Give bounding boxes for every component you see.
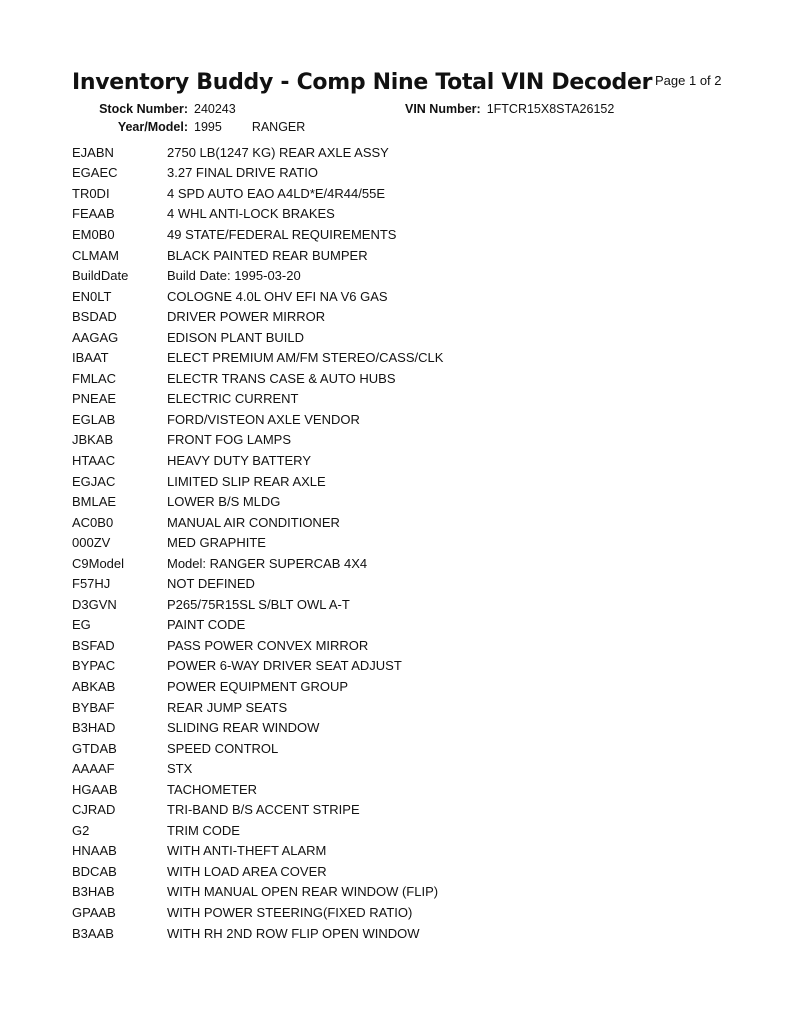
option-code: AC0B0 [72, 514, 114, 530]
option-code: HNAAB [72, 843, 117, 859]
option-description: FRONT FOG LAMPS [167, 432, 291, 448]
option-description: WITH LOAD AREA COVER [167, 863, 327, 879]
option-code: PNEAE [72, 391, 117, 407]
option-description: TACHOMETER [167, 781, 258, 797]
option-row [72, 286, 752, 307]
option-row [72, 142, 752, 163]
option-description: HEAVY DUTY BATTERY [167, 452, 312, 468]
option-description: ELECT PREMIUM AM/FM STEREO/CASS/CLK [167, 350, 444, 366]
option-code: EG [72, 617, 91, 633]
option-code: IBAAT [72, 350, 109, 366]
option-description: NOT DEFINED [167, 576, 255, 592]
option-code: B3HAB [72, 884, 115, 900]
option-description: BLACK PAINTED REAR BUMPER [167, 247, 368, 263]
option-row [72, 717, 752, 738]
option-row [72, 347, 752, 368]
option-description: SLIDING REAR WINDOW [167, 720, 320, 736]
option-row [72, 204, 752, 225]
option-code: C9Model [72, 555, 125, 571]
option-code: BYPAC [72, 658, 116, 674]
option-description: POWER EQUIPMENT GROUP [167, 678, 349, 694]
option-description: 3.27 FINAL DRIVE RATIO [167, 165, 318, 181]
option-description: MANUAL AIR CONDITIONER [167, 514, 340, 530]
option-code: GTDAB [72, 740, 117, 756]
option-code: EGLAB [72, 411, 116, 427]
option-row [72, 265, 752, 286]
model-value: RANGER [251, 120, 306, 134]
option-code: D3GVN [72, 596, 117, 612]
option-row [72, 409, 752, 430]
option-description: PAINT CODE [167, 617, 246, 633]
option-description: STX [167, 761, 193, 777]
option-row [72, 471, 752, 492]
option-code: EM0B0 [72, 226, 115, 242]
report-title: Inventory Buddy - Comp Nine Total VIN Decoder [72, 70, 653, 95]
option-description: Model: RANGER SUPERCAB 4X4 [167, 555, 368, 571]
year-model-field [72, 120, 305, 134]
option-row [72, 532, 752, 553]
option-description: 4 WHL ANTI-LOCK BRAKES [167, 206, 335, 222]
option-code: BuildDate [72, 268, 129, 284]
option-row [72, 245, 752, 266]
vin-number-value: 1FTCR15X8STA26152 [486, 102, 615, 116]
option-row [72, 800, 752, 821]
option-code-list [72, 142, 752, 943]
option-code: FMLAC [72, 370, 117, 386]
option-description: PASS POWER CONVEX MIRROR [167, 637, 369, 653]
option-description: EDISON PLANT BUILD [167, 329, 305, 345]
option-row [72, 923, 752, 944]
option-row [72, 512, 752, 533]
option-row [72, 861, 752, 882]
option-code: EGAEC [72, 165, 118, 181]
option-code: FEAAB [72, 206, 115, 222]
option-row [72, 758, 752, 779]
option-row [72, 553, 752, 574]
option-description: WITH RH 2ND ROW FLIP OPEN WINDOW [167, 925, 420, 941]
stock-number-field [72, 102, 236, 116]
option-code: TR0DI [72, 185, 110, 201]
option-row [72, 306, 752, 327]
option-code: HGAAB [72, 781, 118, 797]
option-description: DRIVER POWER MIRROR [167, 309, 326, 325]
option-row [72, 163, 752, 184]
vin-number-label: VIN Number: [405, 102, 481, 116]
option-row [72, 697, 752, 718]
option-row [72, 882, 752, 903]
option-description: WITH ANTI-THEFT ALARM [167, 843, 327, 859]
page-indicator: Page 1 of 2 [655, 73, 722, 88]
option-code: 000ZV [72, 535, 111, 551]
option-code: BDCAB [72, 863, 117, 879]
option-code: BMLAE [72, 494, 117, 510]
option-code: CJRAD [72, 802, 116, 818]
option-description: 2750 LB(1247 KG) REAR AXLE ASSY [167, 144, 389, 160]
option-row [72, 820, 752, 841]
stock-number-label: Stock Number: [99, 102, 188, 116]
option-code: JBKAB [72, 432, 114, 448]
option-description: COLOGNE 4.0L OHV EFI NA V6 GAS [167, 288, 388, 304]
option-description: SPEED CONTROL [167, 740, 279, 756]
option-row [72, 615, 752, 636]
option-row [72, 594, 752, 615]
option-row [72, 389, 752, 410]
option-description: ELECTRIC CURRENT [167, 391, 299, 407]
option-code: AAAAF [72, 761, 115, 777]
option-description: REAR JUMP SEATS [167, 699, 288, 715]
option-row [72, 656, 752, 677]
option-description: TRIM CODE [167, 822, 240, 838]
option-description: P265/75R15SL S/BLT OWL A-T [167, 596, 350, 612]
option-row [72, 573, 752, 594]
option-code: BYBAF [72, 699, 115, 715]
option-description: MED GRAPHITE [167, 535, 266, 551]
option-row [72, 183, 752, 204]
option-row [72, 224, 752, 245]
option-code: BSFAD [72, 637, 115, 653]
option-code: GPAAB [72, 905, 116, 920]
option-description: LIMITED SLIP REAR AXLE [167, 473, 326, 489]
option-row [72, 676, 752, 697]
option-code: F57HJ [72, 576, 111, 592]
option-description: WITH POWER STEERING(FIXED RATIO) [167, 905, 413, 920]
option-row [72, 368, 752, 389]
stock-number-value: 240243 [194, 102, 236, 116]
option-row [72, 841, 752, 862]
option-code: EN0LT [72, 288, 112, 304]
option-code: ABKAB [72, 678, 116, 694]
option-description: POWER 6-WAY DRIVER SEAT ADJUST [167, 658, 402, 674]
option-code: EGJAC [72, 473, 116, 489]
option-description: 49 STATE/FEDERAL REQUIREMENTS [167, 226, 397, 242]
option-code: CLMAM [72, 247, 119, 263]
option-description: WITH MANUAL OPEN REAR WINDOW (FLIP) [167, 884, 439, 900]
option-row [72, 635, 752, 656]
year-model-label: Year/Model: [117, 120, 188, 134]
option-code: BSDAD [72, 309, 117, 325]
option-description: Build Date: 1995-03-20 [167, 268, 301, 284]
option-row [72, 738, 752, 759]
option-description: 4 SPD AUTO EAO A4LD*E/4R44/55E [167, 185, 385, 201]
option-row [72, 902, 752, 923]
option-code: G2 [72, 822, 90, 838]
option-description: LOWER B/S MLDG [167, 494, 281, 510]
year-value: 1995 [194, 120, 222, 134]
option-description: TRI-BAND B/S ACCENT STRIPE [167, 802, 360, 818]
option-row [72, 327, 752, 348]
option-row [72, 779, 752, 800]
option-code: EJABN [72, 144, 114, 160]
option-description: ELECTR TRANS CASE & AUTO HUBS [167, 370, 396, 386]
option-row [72, 450, 752, 471]
vin-number-field [405, 102, 614, 116]
option-code: B3AAB [72, 925, 114, 941]
option-description: FORD/VISTEON AXLE VENDOR [167, 411, 360, 427]
option-row [72, 491, 752, 512]
option-code: B3HAD [72, 720, 116, 736]
option-row [72, 430, 752, 451]
option-code: HTAAC [72, 452, 116, 468]
option-code: AAGAG [72, 329, 119, 345]
